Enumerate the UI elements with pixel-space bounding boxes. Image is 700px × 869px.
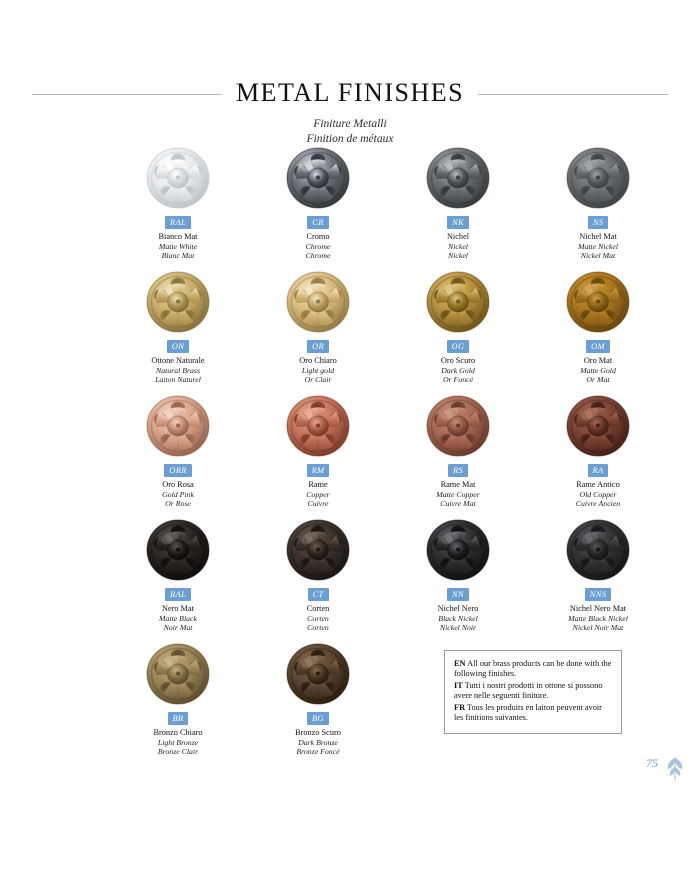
finish-name-en: Matte White — [158, 241, 198, 251]
finish-name-fr: Bronze Clair — [157, 747, 199, 757]
leaf-logo-icon — [664, 755, 686, 781]
finish-knob-wrap — [424, 514, 492, 586]
finish-knob-wrap — [564, 514, 632, 586]
finish-knob-graphic — [144, 641, 212, 707]
finish-names — [295, 728, 341, 757]
finish-name-en: Matte Black Nickel — [568, 613, 628, 623]
finish-knob-wrap — [284, 266, 352, 338]
finish-knob-graphic — [284, 145, 352, 211]
finish-name-it: Cromo — [306, 232, 330, 241]
finish-name-it: Nero Mat — [161, 604, 194, 613]
finish-knob-wrap — [144, 142, 212, 214]
finish-knob-graphic — [144, 517, 212, 583]
finish-row — [108, 512, 668, 636]
finish-name-fr: Nickel — [448, 251, 468, 261]
finish-name-en: Copper — [306, 489, 330, 499]
finish-knob-graphic — [424, 269, 492, 335]
finish-code-badge: RAL — [165, 216, 191, 229]
finish-item-ns-3[interactable] — [528, 140, 668, 264]
finish-name-en: Black Nickel — [438, 613, 478, 623]
finish-item-br-16[interactable] — [108, 636, 248, 760]
finish-name-en: Matte Gold — [580, 365, 616, 375]
finish-name-it: Nichel Nero Mat — [569, 604, 627, 613]
finish-code-badge: RA — [588, 464, 609, 477]
finish-knob-graphic — [564, 393, 632, 459]
note-text-en: All our brass products can be done with the following finishes. — [454, 659, 612, 679]
finish-item-nn-14[interactable] — [388, 512, 528, 636]
finish-knob-wrap — [424, 142, 492, 214]
finish-name-it: Nichel Nero — [437, 604, 479, 613]
page-header — [0, 78, 700, 147]
finish-item-og-6[interactable] — [388, 264, 528, 388]
finish-knob-wrap — [564, 390, 632, 462]
finish-code-badge: CT — [308, 588, 329, 601]
page-title: METAL FINISHES — [222, 78, 478, 108]
finish-name-en: Light gold — [301, 365, 335, 375]
finish-name-it: Rame Antico — [576, 480, 620, 489]
finish-code-badge: OR — [307, 340, 329, 353]
finish-name-it: Rame Mat — [440, 480, 476, 489]
finish-knob-graphic — [564, 269, 632, 335]
finish-knob-graphic — [424, 393, 492, 459]
finish-code-badge: BG — [307, 712, 329, 725]
finish-names — [580, 356, 616, 385]
finish-names — [568, 604, 628, 633]
finish-name-fr: Nickel Noir — [439, 623, 477, 633]
finish-name-it: Rame — [308, 480, 328, 489]
finish-names — [159, 232, 198, 261]
finish-name-fr: Laiton Naturel — [155, 375, 201, 385]
finish-name-en: Chrome — [305, 241, 331, 251]
finish-name-en: Gold Pink — [162, 489, 194, 499]
finish-item-ral-12[interactable] — [108, 512, 248, 636]
finish-knob-wrap — [144, 390, 212, 462]
finish-name-en: Dark Bronze — [298, 737, 338, 747]
finish-names — [576, 480, 620, 509]
finish-name-fr: Or Rose — [165, 499, 191, 509]
finish-knob-wrap — [144, 514, 212, 586]
finish-item-bg-17[interactable] — [248, 636, 388, 760]
note-line-en — [454, 659, 612, 680]
finish-knob-wrap — [144, 638, 212, 710]
finish-name-it: Bronzo Scuro — [295, 728, 341, 737]
finish-names — [438, 604, 479, 633]
finish-names — [151, 356, 204, 385]
finish-name-en: Corten — [307, 613, 329, 623]
finish-item-nk-2[interactable] — [388, 140, 528, 264]
finish-name-it: Nichel Mat — [579, 232, 617, 241]
finish-item-ral-0[interactable] — [108, 140, 248, 264]
finishes-note-box — [444, 650, 622, 734]
finish-knob-wrap — [144, 266, 212, 338]
finish-item-rs-10[interactable] — [388, 388, 528, 512]
finish-name-fr: Chrome — [305, 251, 331, 261]
finish-names — [162, 480, 194, 509]
finish-code-badge: OM — [586, 340, 610, 353]
finish-name-en: Dark Gold — [441, 365, 475, 375]
finish-name-en: Natural Brass — [156, 365, 200, 375]
finish-names — [299, 356, 337, 385]
finish-code-badge: NS — [588, 216, 609, 229]
finish-item-on-4[interactable] — [108, 264, 248, 388]
finish-name-fr: Or Clair — [304, 375, 332, 385]
finish-name-en: Nickel — [448, 241, 468, 251]
finish-code-badge: RAL — [165, 588, 191, 601]
finish-name-en: Matte Nickel — [577, 241, 619, 251]
finish-knob-wrap — [424, 390, 492, 462]
note-lang-fr: FR — [454, 702, 466, 712]
finish-name-fr: Cuivre — [307, 499, 329, 509]
finish-code-badge: ORR — [164, 464, 191, 477]
finish-name-it: Oro Scuro — [440, 356, 476, 365]
finish-name-fr: Cuivre Mat — [440, 499, 476, 509]
finish-code-badge: BR — [168, 712, 189, 725]
finish-knob-graphic — [424, 517, 492, 583]
finish-name-it: Bronzo Chiaro — [153, 728, 203, 737]
note-text-fr: Tous les produits en laiton peuvent avoir les finitions suivantes. — [454, 702, 602, 723]
finish-name-fr: Or Foncé — [442, 375, 474, 385]
finish-knob-wrap — [284, 638, 352, 710]
finish-knob-graphic — [284, 517, 352, 583]
finish-item-nns-15[interactable] — [528, 512, 668, 636]
finish-code-badge: NN — [447, 588, 469, 601]
finish-name-fr: Cuivre Ancien — [575, 499, 621, 509]
finish-code-badge: ON — [167, 340, 189, 353]
note-lang-en: EN — [454, 659, 466, 668]
finish-name-fr: Bronze Foncé — [296, 747, 340, 757]
note-text-it: Tutti i nostri prodotti in ottone si possono avere nelle seguenti finiture. — [454, 680, 603, 701]
finish-name-fr: Noir Mat — [163, 623, 193, 633]
finish-knob-wrap — [424, 266, 492, 338]
finish-item-or-5[interactable] — [248, 264, 388, 388]
finish-name-fr: Nickel Mat — [580, 251, 616, 261]
finish-name-fr: Corten — [307, 623, 329, 633]
finish-item-rm-9[interactable] — [248, 388, 388, 512]
finish-name-en: Old Copper — [579, 489, 617, 499]
finish-item-ct-13[interactable] — [248, 512, 388, 636]
finish-name-it: Ottone Naturale — [151, 356, 205, 365]
finish-code-badge: NK — [447, 216, 469, 229]
page-number: 75 — [646, 756, 658, 770]
finish-item-orr-8[interactable] — [108, 388, 248, 512]
finish-item-om-7[interactable] — [528, 264, 668, 388]
finish-knob-graphic — [144, 269, 212, 335]
note-line-it — [454, 681, 612, 702]
finish-names — [153, 728, 202, 757]
note-line-fr — [454, 703, 612, 724]
finish-names — [436, 480, 480, 509]
finish-item-ra-11[interactable] — [528, 388, 668, 512]
finish-name-it: Oro Mat — [583, 356, 613, 365]
finish-knob-graphic — [564, 517, 632, 583]
finish-knob-wrap — [284, 142, 352, 214]
finish-name-it: Oro Chiaro — [299, 356, 337, 365]
note-lang-it: IT — [454, 680, 463, 690]
finish-knob-graphic — [144, 393, 212, 459]
finish-knob-wrap — [284, 390, 352, 462]
finish-names — [306, 480, 329, 509]
finish-name-it: Nichel — [446, 232, 470, 241]
finish-knob-graphic — [144, 145, 212, 211]
finish-row — [108, 388, 668, 512]
finish-code-badge: RM — [307, 464, 330, 477]
finish-name-fr: Blanc Mat — [161, 251, 195, 261]
finish-knob-wrap — [564, 266, 632, 338]
finish-names — [441, 356, 475, 385]
finish-item-cr-1[interactable] — [248, 140, 388, 264]
finish-code-badge: CR — [307, 216, 328, 229]
finish-row — [108, 140, 668, 264]
finish-knob-wrap — [564, 142, 632, 214]
finish-knob-graphic — [284, 641, 352, 707]
finish-code-badge: OG — [447, 340, 470, 353]
finish-row — [108, 264, 668, 388]
finish-knob-wrap — [284, 514, 352, 586]
finish-name-en: Light Bronze — [157, 737, 199, 747]
finish-knob-graphic — [284, 269, 352, 335]
finish-name-en: Matte Copper — [436, 489, 480, 499]
finish-code-badge: RS — [448, 464, 468, 477]
finish-names — [159, 604, 197, 633]
finish-names — [447, 232, 469, 261]
finish-names — [578, 232, 618, 261]
finish-code-badge: NNS — [585, 588, 612, 601]
finish-name-fr: Or Mat — [586, 375, 610, 385]
finish-knob-graphic — [424, 145, 492, 211]
finish-names — [307, 604, 330, 633]
finish-knob-graphic — [564, 145, 632, 211]
finish-name-it: Oro Rosa — [162, 480, 194, 489]
finish-name-en: Matte Black — [159, 613, 197, 623]
finish-name-it: Bianco Mat — [158, 232, 198, 241]
subtitle-french: Finition de métaux — [306, 133, 394, 145]
finish-knob-graphic — [284, 393, 352, 459]
subtitle-italian: Finiture Metalli — [313, 118, 387, 130]
finish-name-fr: Nickel Noir Mat — [572, 623, 624, 633]
finish-name-it: Corten — [306, 604, 330, 613]
finish-names — [306, 232, 331, 261]
